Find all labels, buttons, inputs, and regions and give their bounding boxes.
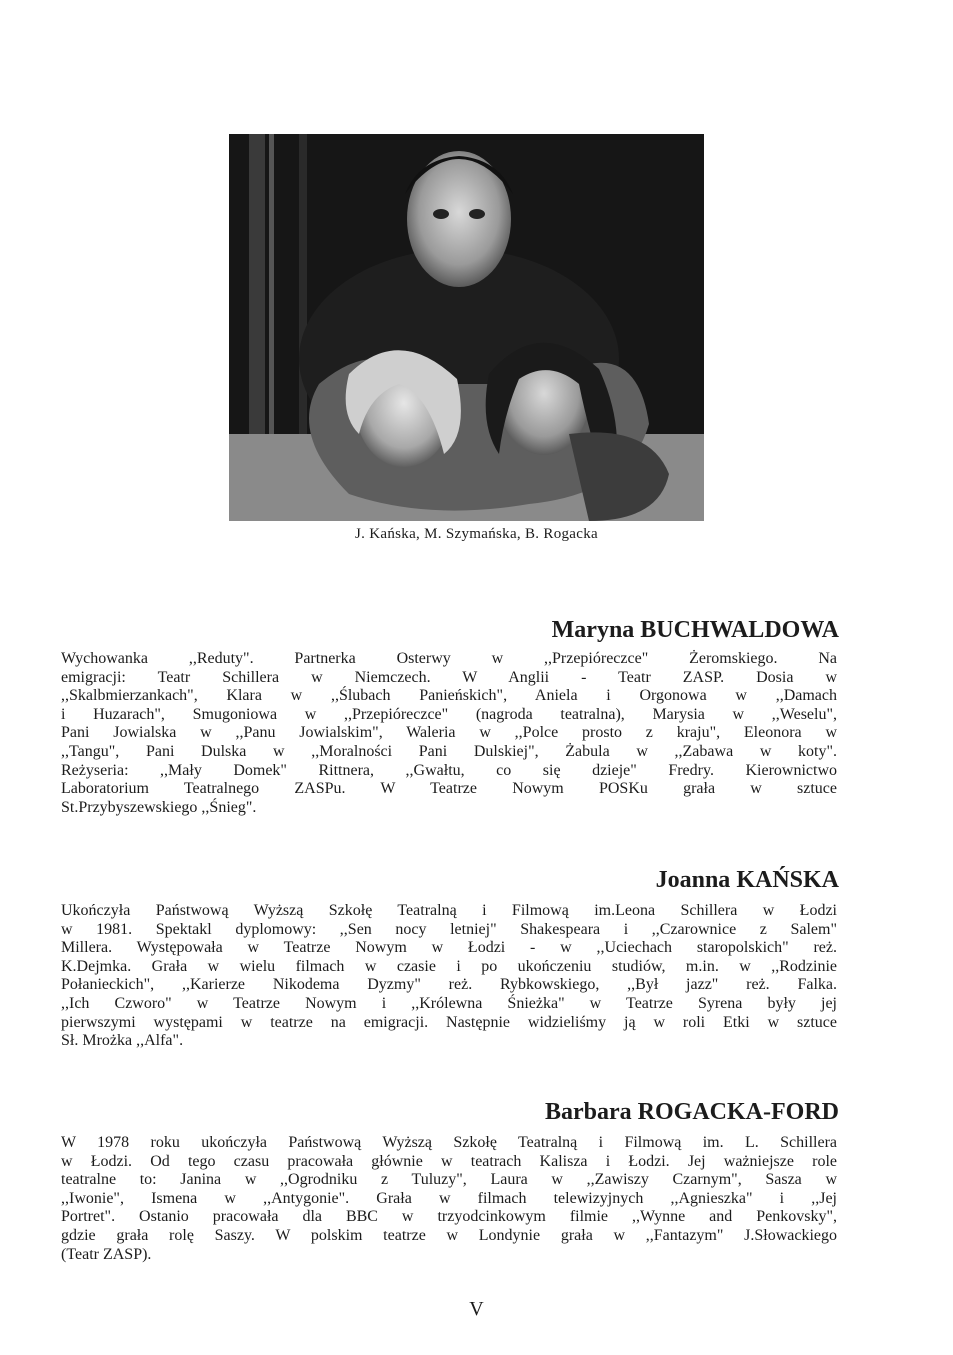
page-number: V [469, 1298, 484, 1320]
text-line: ,,Skalbmierzankach", Klara w ,,Ślubach Panieńskich", Aniela i Orgonowa w ,,Damach [61, 687, 837, 705]
text-line: ,,Tangu", Pani Dulska w ,,Moralności Pani Dulskiej", Żabula w ,,Zabawa w koty". [61, 742, 837, 760]
text-line: w Łodzi. Od tego czasu pracowała głównie w teatrach Kalisza i Łodzi. Jej ważniejsze role [61, 1152, 837, 1170]
text-line: Portret". Ostanio pracowała dla BBC w trzyodcinkowym filmie ,,Wynne and Penkovsky", [61, 1208, 837, 1226]
bio-paragraph-kanska [61, 902, 837, 1051]
text-line: Laboratorium Teatralnego ZASPu. W Teatrze Nowym POSKu grała w sztuce [61, 780, 837, 798]
text-line: Millera. Występowała w Teatrze Nowym w Łodzi - w ,,Uciechach staropolskich" reż. [61, 939, 837, 957]
text-line: (Teatr ZASP). [61, 1245, 152, 1263]
text-line: ,,Ich Czworo" w Teatrze Nowym i ,,Królewna Śnieżka" w Teatrze Syrena były jej [61, 994, 837, 1012]
section-heading-buchwaldowa [552, 617, 839, 644]
text-line: K.Dejmka. Grała w wielu filmach w czasie i po ukończeniu studiów, m.in. w ,,Rodzinie [61, 957, 837, 975]
text-line: teatralne to: Janina w ,,Ogrodniku z Tuluzy", Laura w ,,Zawiszy Czarnym", Sasza w [61, 1171, 837, 1189]
text-line: Sł. Mrożka ,,Alfa". [61, 1032, 184, 1050]
text-line: i Huzarach", Smugoniowa w ,,Przepióreczce" (nagroda teatralna), Marysia w ,,Weselu", [61, 705, 837, 723]
text-line: Pani Jowialska w ,,Panu Jowialskim", Waleria w ,,Polce prosto z kraju", Eleonora w [61, 724, 837, 742]
first-name: Joanna [655, 867, 731, 893]
section-heading-rogacka-ford [545, 1099, 839, 1126]
text-line: Połanieckich", ,,Karierze Nikodema Dyzmy" reż. Rybkowskiego, ,,Był jazz" reż. Falka. [61, 976, 837, 994]
text-line: pierwszymi występami w teatrze na emigracji. Następnie widzieliśmy ją w roli Etki w sztuce [61, 1013, 837, 1031]
last-name: BUCHWALDOWA [640, 617, 839, 643]
first-name: Barbara [545, 1099, 632, 1125]
text-line: emigracji: Teatr Schillera w Niemczech. W Anglii - Teatr ZASP. Dosia w [61, 668, 837, 686]
text-line: St.Przybyszewskiego ,,Śnieg". [61, 798, 257, 816]
text-line: W 1978 roku ukończyła Państwową Wyższą Szkołę Teatralną i Filmową im. L. Schillera [61, 1134, 837, 1151]
section-heading-kanska [656, 867, 839, 894]
first-name: Maryna [551, 617, 635, 643]
bio-paragraph-rogacka-ford [61, 1134, 837, 1264]
text-line: Wychowanka ,,Reduty". Partnerka Osterwy w ,,Przepióreczce" Żeromskiego. Na [61, 650, 837, 667]
text-line: Ukończyła Państwową Wyższą Szkołę Teatralną i Filmową im.Leona Schillera w Łodzi [61, 902, 837, 919]
photo-caption: J. Kańska, M. Szymańska, B. Rogacka [355, 526, 598, 542]
bio-paragraph-buchwaldowa [61, 650, 837, 817]
text-line: ,,Iwonie", Ismena w ,,Antygonie". Grała w filmach telewizyjnych ,,Agnieszka" i ,,Jej [61, 1189, 837, 1207]
last-name: KAŃSKA [736, 867, 839, 893]
text-line: w 1981. Spektakl dyplomowy: ,,Sen nocy letniej" Shakespeara i ,,Czarownice z Salem" [61, 920, 837, 938]
group-photo [229, 134, 704, 521]
last-name: ROGACKA-FORD [637, 1099, 839, 1125]
text-line: gdzie grała rolę Saszy. W polskim teatrze w Londynie grała w ,,Fantazym" J.Słowackiego [61, 1226, 837, 1244]
text-line: Reżyseria: ,,Mały Domek" Rittnera, ,,Gwałtu, co się dzieje" Fredry. Kierownictwo [61, 761, 837, 779]
